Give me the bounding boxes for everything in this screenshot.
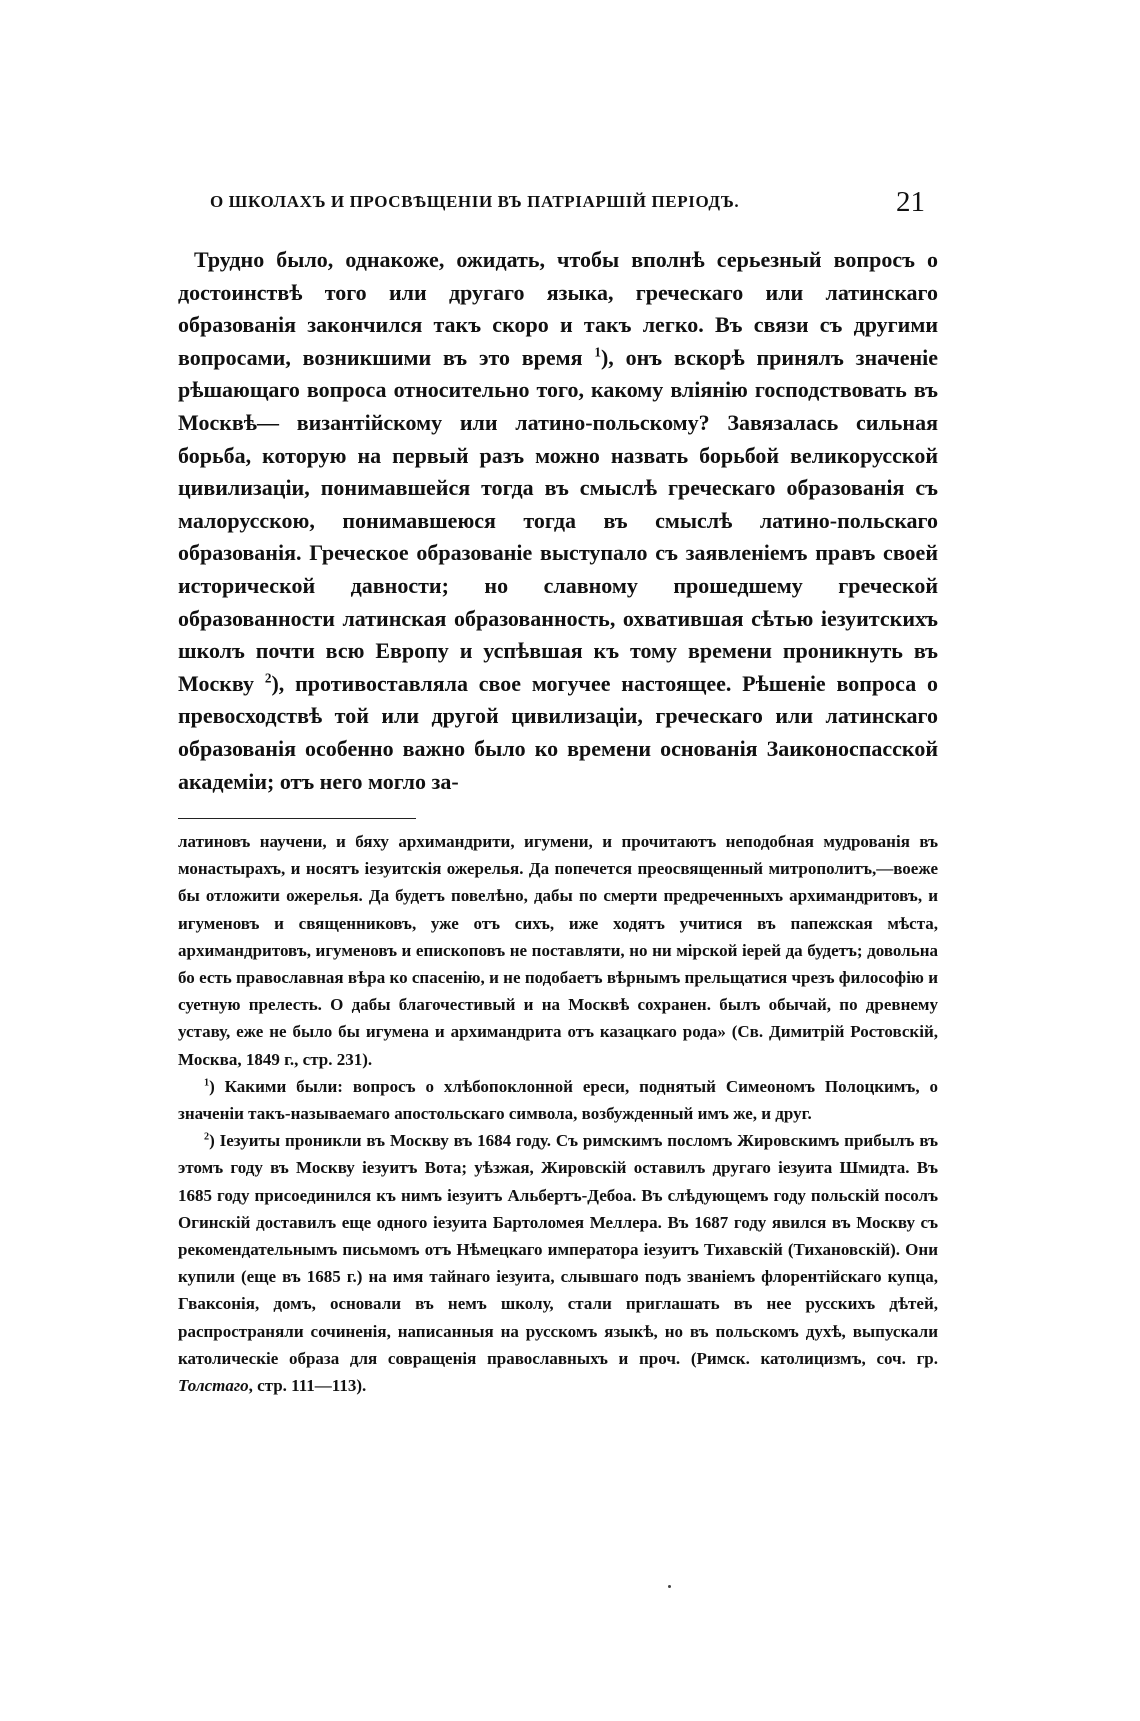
paragraph-text-part-1: Трудно было, однакоже, ожидать, чтобы вполнѣ серьезный вопросъ о достоинствѣ того или другаго языка, греческаго или латинскаго образованія закончился такъ скоро и такъ легко. Въ связи съ другими вопросами, возникшими въ это время xyxy=(178,247,938,370)
print-speck xyxy=(668,1585,671,1588)
paragraph-text-part-2: ), онъ вскорѣ принялъ значеніе рѣшающаго вопроса относительно того, какому вліянію господствовать въ Москвѣ— византійскому или латино-польскому? Завязалась сильная борьба, которую на первый разъ можно назвать борьбой великорусской цивилизаціи, понимавшейся тогда въ смыслѣ греческаго образованія съ малорусскою, понимавшеюся тогда въ смыслѣ латино-польскаго образованія. Греческое образованіе выступало съ заявленіемъ правъ своей исторической давности; но славному прошедшему греческой образованности латинская образованность, охватившая сѣтью іезуитскихъ школъ почти всю Европу и успѣвшая къ тому времени проникнуть въ Москву xyxy=(178,344,939,696)
running-title: О ШКОЛАХЪ И ПРОСВѢЩЕНІИ ВЪ ПАТРІАРШІЙ ПЕРІОДЪ. xyxy=(210,192,740,211)
footnote-2-tail: , стр. 111—113). xyxy=(248,1376,367,1396)
footnote-2 xyxy=(178,1127,938,1399)
main-paragraph xyxy=(178,244,938,798)
footnote-2-mark: 2 xyxy=(204,1131,210,1143)
footnote-1 xyxy=(178,1073,938,1127)
running-header xyxy=(188,188,925,218)
footnote-continuation: латиновъ научени, и бяху архимандрити, игумени, и прочитаютъ неподобная мудрованія въ монастырахъ, и носятъ іезуитскія ожерелья. Да попечется преосвященный митрополитъ,—воеже бы отложити ожерелья. Да будетъ повелѣно, дабы по смерти предреченныхъ архимандритовъ, и игуменовъ и священниковъ, уже отъ сихъ, иже ходятъ учитися въ папежская мѣста, архимандритовъ, игуменовъ и епископовъ не поставляти, но ни мірской іерей да будетъ; довольна бо есть православная вѣра ко спасенію, и не подобаетъ вѣрнымъ прельщатися чрезъ философію и суетную прелесть. О дабы благочестивый и на Москвѣ сохранен. былъ обычай, по древнему уставу, еже не было бы игумена и архимандрита отъ казацкаго рода» (Св. Димитрій Ростовскій, Москва, 1849 г., стр. 231). xyxy=(178,832,938,1069)
page-number: 21 xyxy=(896,186,925,218)
footnote-separator xyxy=(178,818,416,819)
footnote-1-text: ) Какими были: вопросъ о хлѣбопоклонной ереси, поднятый Симеономъ Полоцкимъ, о значеніи такъ-называемаго апостольскаго символа, возбужденный имъ же, и друг. xyxy=(178,1076,938,1124)
footnotes xyxy=(178,828,938,1399)
footnote-ref-1: 1 xyxy=(594,344,601,360)
footnote-ref-2: 2 xyxy=(264,670,272,686)
footnote-1-mark: 1 xyxy=(204,1077,210,1089)
footnote-2-author: Толстаго xyxy=(178,1376,249,1396)
paragraph-text-part-3: ), противоставляла свое могучее настоящее. Рѣшеніе вопроса о превосходствѣ той или другой цивилизаціи, греческаго или латинскаго образованія особенно важно было ко времени основанія Заиконоспасской академіи; отъ него могло за- xyxy=(178,670,939,794)
footnote-2-text: ) Іезуиты проникли въ Москву въ 1684 году. Съ римскимъ посломъ Жировскимъ прибылъ въ этомъ году въ Москву іезуитъ Вота; уѣзжая, Жировскій оставилъ другаго іезуита Шмидта. Въ 1685 году присоединился къ нимъ іезуитъ Альбертъ-Дебоа. Въ слѣдующемъ году польскій посолъ Огинскій доставилъ еще одного іезуита Бартоломея Меллера. Въ 1687 году явился въ Москву съ рекомендательнымъ письмомъ отъ Нѣмецкаго императора іезуитъ Тихавскій (Тихановскій). Они купили (еще въ 1685 г.) на имя тайнаго іезуита, слывшаго подъ званіемъ флорентійскаго купца, Гваксонія, домъ, основали въ немъ школу, стали приглашать въ нее русскихъ дѣтей, распространяли сочиненія, написанныя на русскомъ языкѣ, но въ польскомъ духѣ, выпускали католическіе образа для совращенія православныхъ и проч. (Римск. католицизмъ, соч. гр. xyxy=(178,1131,938,1368)
